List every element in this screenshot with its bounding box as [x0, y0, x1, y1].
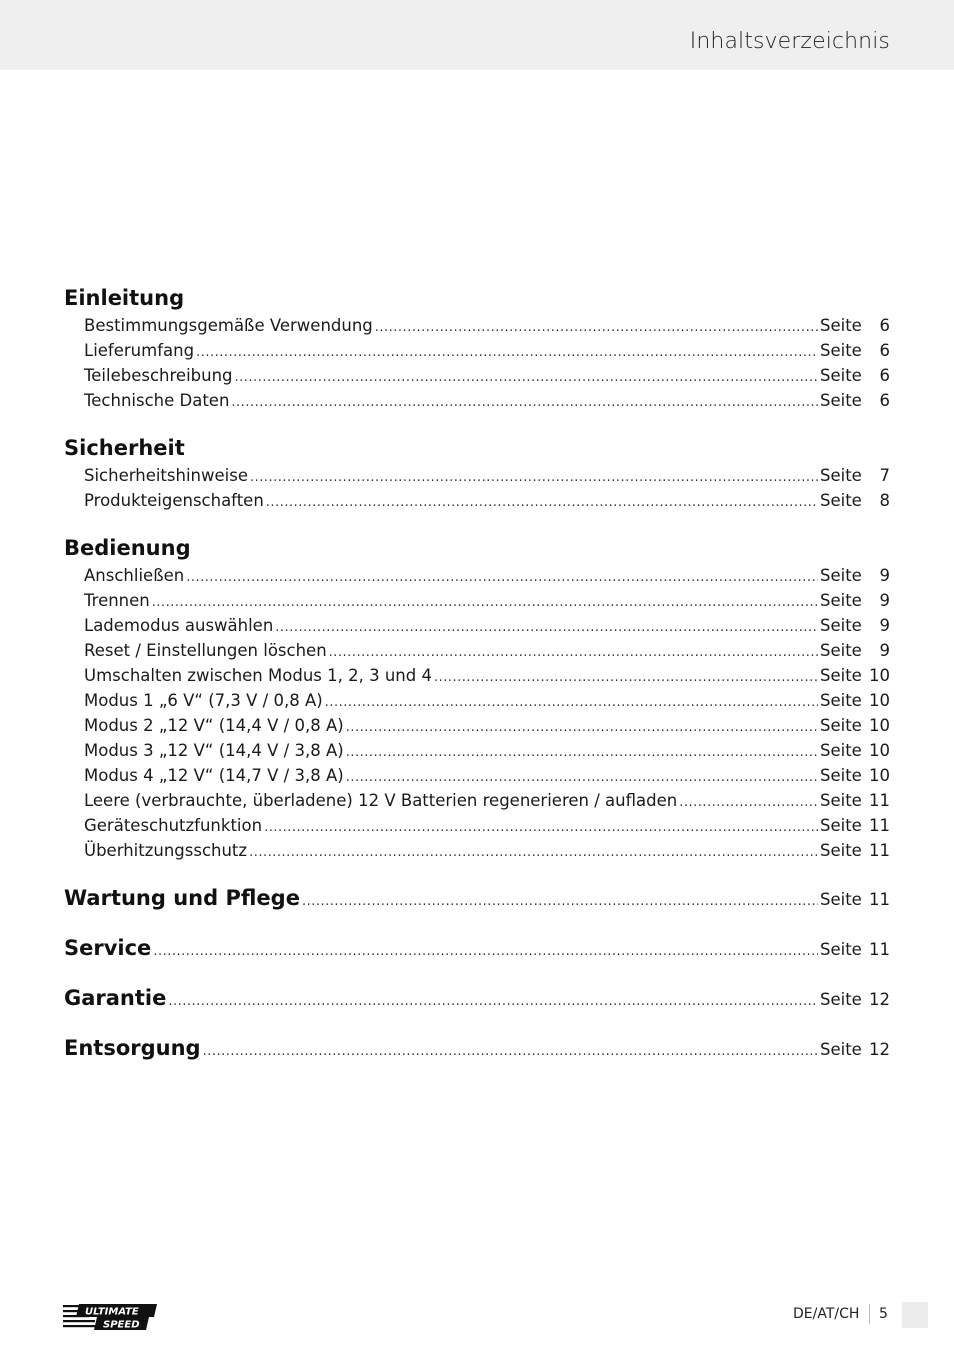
dot-leader: [266, 490, 818, 515]
section-heading: Bedienung: [64, 536, 191, 560]
dot-leader: [346, 715, 818, 740]
toc-page-number: 6: [879, 316, 890, 335]
toc-entry-label: Lademodus auswählen: [84, 616, 274, 635]
toc-seite-label: Seite: [820, 466, 862, 485]
page-number: 5: [879, 1306, 888, 1322]
dot-leader: [275, 615, 818, 640]
toc-section-einleitung: [64, 283, 890, 413]
toc-entry-label: Lieferumfang: [84, 341, 195, 360]
dot-leader: [196, 340, 818, 365]
dot-leader: [249, 840, 818, 865]
section-heading: Garantie: [64, 986, 167, 1010]
toc-section-sicherheit: [64, 433, 890, 513]
toc-entry-label: Sicherheitshinweise: [84, 466, 248, 485]
toc-page-number: 9: [879, 616, 890, 635]
toc-section-wartung[interactable]: [64, 883, 890, 913]
ultimate-speed-logo: [63, 1302, 161, 1332]
dot-leader: [153, 937, 818, 967]
toc-page-number: 11: [869, 890, 890, 909]
toc-entry-label: Produkteigenschaften: [84, 491, 264, 510]
toc-seite-label: Seite: [820, 890, 862, 909]
toc-page-number: 7: [879, 466, 890, 485]
toc-section-bedienung: [64, 533, 890, 863]
toc-seite-label: Seite: [820, 566, 862, 585]
toc-page-number: 10: [869, 691, 890, 710]
dot-leader: [264, 815, 818, 840]
section-heading: Entsorgung: [64, 1036, 201, 1060]
toc-section-service[interactable]: [64, 933, 890, 963]
toc-entry-label: Teilebeschreibung: [84, 366, 233, 385]
footer-marker-box: [902, 1302, 928, 1328]
toc-entry[interactable]: [64, 663, 890, 688]
toc-seite-label: Seite: [820, 316, 862, 335]
toc-page-number: 6: [879, 391, 890, 410]
toc-entry[interactable]: [64, 788, 890, 813]
country-code: DE/AT/CH: [793, 1306, 860, 1322]
toc-entry-label: Bestimmungsgemäße Verwendung: [84, 316, 373, 335]
toc-page-number: 12: [869, 990, 890, 1009]
toc-page-number: 8: [879, 491, 890, 510]
toc-entry[interactable]: [64, 613, 890, 638]
toc-seite-label: Seite: [820, 816, 862, 835]
toc-seite-label: Seite: [820, 491, 862, 510]
toc-entry-label: Modus 4 „12 V“ (14,7 V / 3,8 A): [84, 766, 344, 785]
dot-leader: [325, 690, 818, 715]
toc-seite-label: Seite: [820, 716, 862, 735]
dot-leader: [231, 390, 818, 415]
toc-entry-label: Modus 1 „6 V“ (7,3 V / 0,8 A): [84, 691, 323, 710]
toc-entry-label: Umschalten zwischen Modus 1, 2, 3 und 4: [84, 666, 432, 685]
toc-page-number: 9: [879, 641, 890, 660]
toc-page-number: 9: [879, 566, 890, 585]
toc-entry[interactable]: [64, 688, 890, 713]
toc-seite-label: Seite: [820, 691, 862, 710]
dot-leader: [346, 740, 818, 765]
toc-entry[interactable]: [64, 488, 890, 513]
toc-entry[interactable]: [64, 813, 890, 838]
toc-seite-label: Seite: [820, 741, 862, 760]
dot-leader: [250, 465, 818, 490]
dot-leader: [375, 315, 818, 340]
section-heading: Einleitung: [64, 286, 185, 310]
dot-leader: [329, 640, 818, 665]
toc-page-number: 6: [879, 341, 890, 360]
toc-entry-label: Überhitzungsschutz: [84, 841, 248, 860]
toc-entry[interactable]: [64, 363, 890, 388]
toc-page-number: 10: [869, 716, 890, 735]
toc-seite-label: Seite: [820, 391, 862, 410]
toc-entry-label: Technische Daten: [84, 391, 230, 410]
toc-entry-label: Leere (verbrauchte, überladene) 12 V Batterien regenerieren / aufladen: [84, 791, 678, 810]
dot-leader: [346, 765, 818, 790]
toc-section-entsorgung[interactable]: [64, 1033, 890, 1063]
toc-entry[interactable]: [64, 388, 890, 413]
toc-entry[interactable]: [64, 738, 890, 763]
dot-leader: [302, 887, 818, 917]
toc-page-number: 11: [869, 940, 890, 959]
table-of-contents: [64, 283, 890, 1063]
toc-entry[interactable]: [64, 638, 890, 663]
toc-entry[interactable]: [64, 838, 890, 863]
toc-seite-label: Seite: [820, 666, 862, 685]
dot-leader: [203, 1037, 818, 1067]
toc-seite-label: Seite: [820, 766, 862, 785]
toc-seite-label: Seite: [820, 1040, 862, 1059]
dot-leader: [168, 987, 818, 1017]
toc-seite-label: Seite: [820, 341, 862, 360]
toc-seite-label: Seite: [820, 366, 862, 385]
dot-leader: [434, 665, 818, 690]
toc-page-number: 10: [869, 741, 890, 760]
toc-entry-label: Anschließen: [84, 566, 185, 585]
toc-seite-label: Seite: [820, 940, 862, 959]
toc-page-number: 11: [869, 841, 890, 860]
toc-seite-label: Seite: [820, 641, 862, 660]
toc-entry[interactable]: [64, 338, 890, 363]
dot-leader: [152, 590, 818, 615]
toc-page-number: 11: [869, 791, 890, 810]
toc-entry[interactable]: [64, 713, 890, 738]
footer-divider: [869, 1304, 870, 1324]
page-title: Inhaltsverzeichnis: [689, 29, 890, 54]
toc-seite-label: Seite: [820, 990, 862, 1009]
toc-seite-label: Seite: [820, 616, 862, 635]
toc-page-number: 9: [879, 591, 890, 610]
toc-entry[interactable]: [64, 313, 890, 338]
toc-entry-label: Geräteschutzfunktion: [84, 816, 263, 835]
toc-page-number: 12: [869, 1040, 890, 1059]
toc-entry[interactable]: [64, 563, 890, 588]
dot-leader: [186, 565, 818, 590]
toc-entry-label: Reset / Einstellungen löschen: [84, 641, 327, 660]
dot-leader: [679, 790, 818, 815]
toc-entry-label: Modus 2 „12 V“ (14,4 V / 0,8 A): [84, 716, 344, 735]
section-heading: Sicherheit: [64, 436, 185, 460]
svg-text:SPEED: SPEED: [103, 1319, 140, 1331]
toc-entry[interactable]: [64, 588, 890, 613]
toc-entry-label: Trennen: [84, 591, 150, 610]
section-heading: Service: [64, 936, 152, 960]
section-heading: Wartung und Pflege: [64, 886, 300, 910]
toc-seite-label: Seite: [820, 591, 862, 610]
page-header: [0, 0, 954, 70]
svg-text:ULTIMATE: ULTIMATE: [85, 1306, 139, 1318]
toc-entry[interactable]: [64, 463, 890, 488]
toc-page-number: 10: [869, 666, 890, 685]
toc-page-number: 10: [869, 766, 890, 785]
toc-page-number: 11: [869, 816, 890, 835]
toc-seite-label: Seite: [820, 841, 862, 860]
toc-seite-label: Seite: [820, 791, 862, 810]
toc-entry-label: Modus 3 „12 V“ (14,4 V / 3,8 A): [84, 741, 344, 760]
toc-entry[interactable]: [64, 763, 890, 788]
dot-leader: [235, 365, 818, 390]
toc-page-number: 6: [879, 366, 890, 385]
toc-section-garantie[interactable]: [64, 983, 890, 1013]
